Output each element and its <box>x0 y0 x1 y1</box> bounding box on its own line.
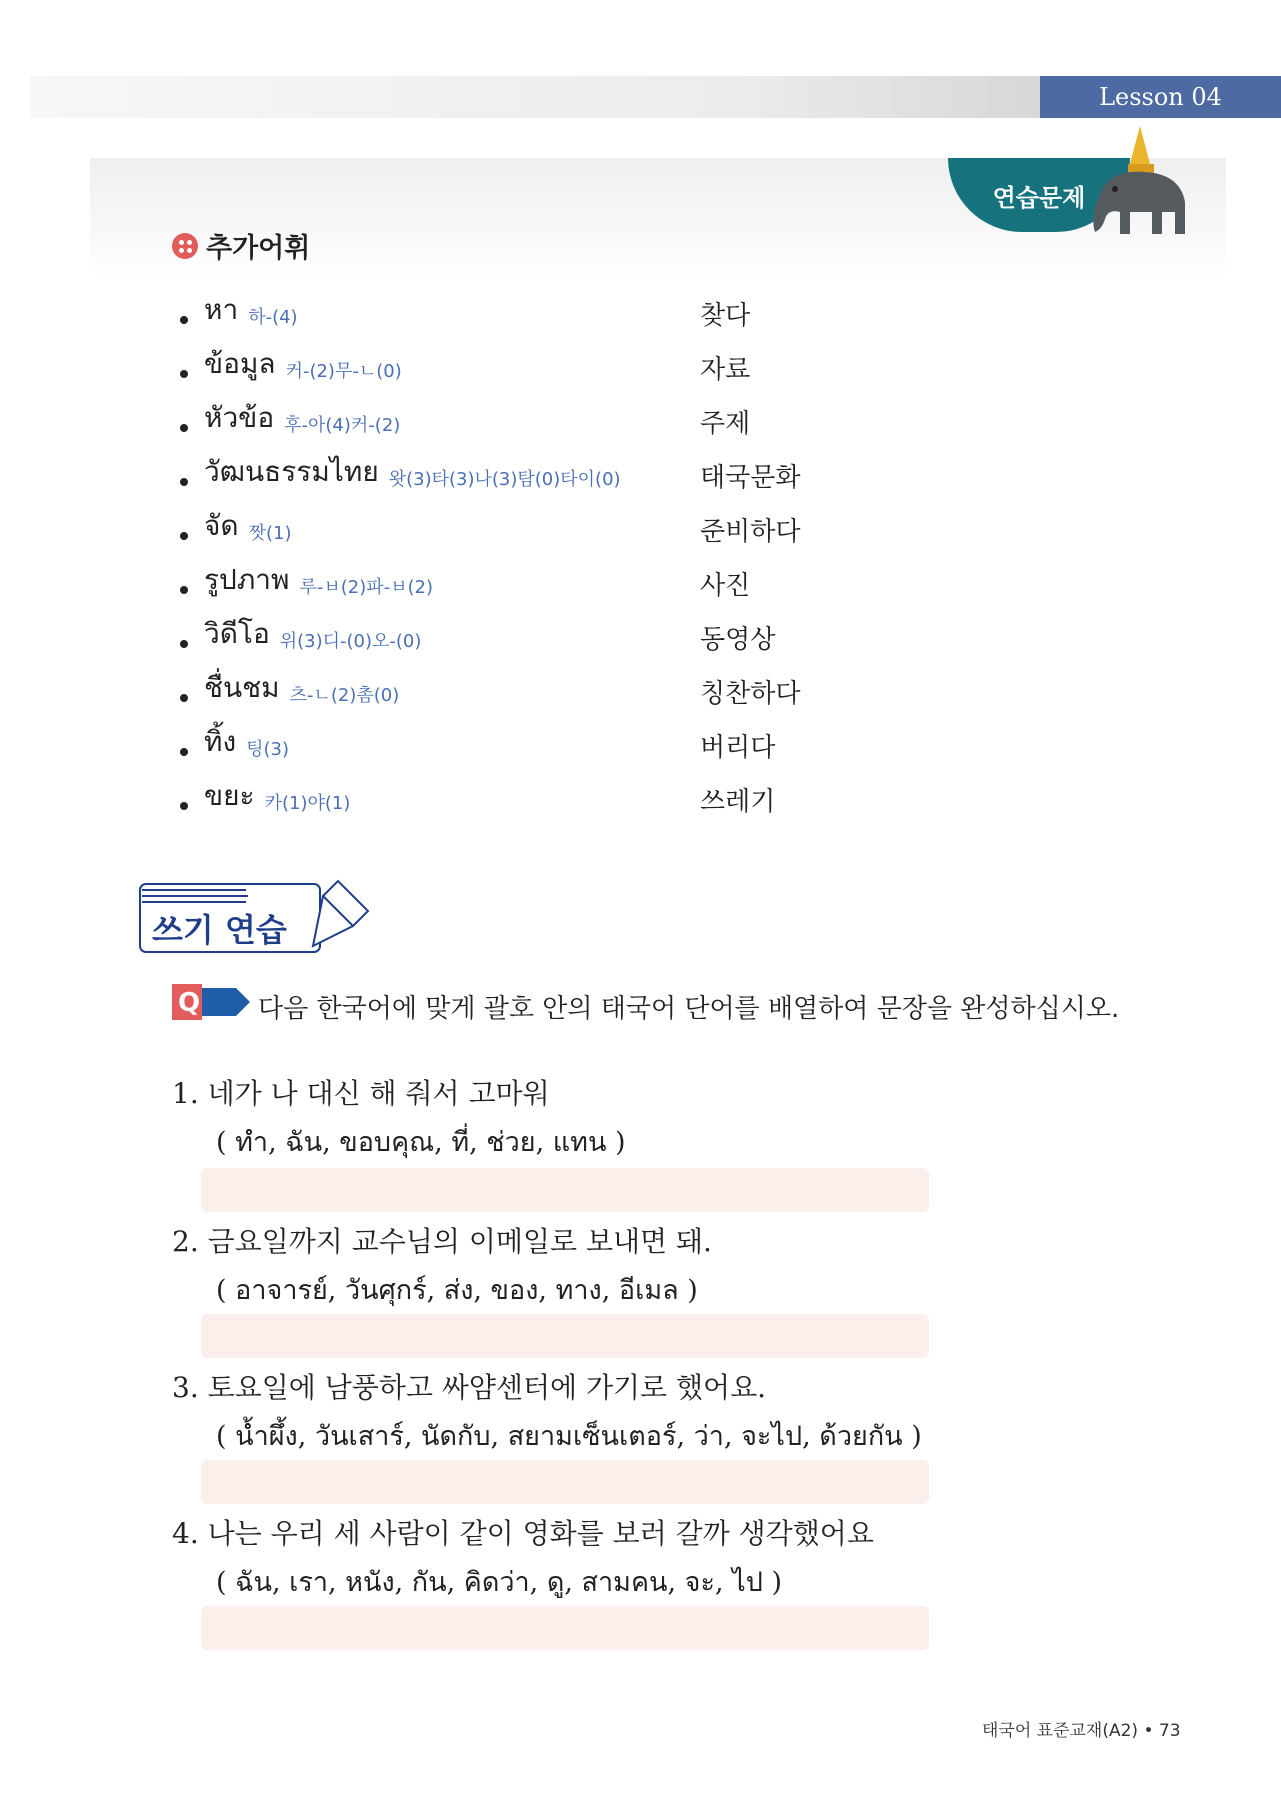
list-item <box>180 346 880 386</box>
question-2: 2. 금요일까지 교수님의 이메일로 보내면 돼. <box>172 1225 712 1258</box>
list-item <box>180 508 880 548</box>
pronunciation: 하-(4) <box>248 307 298 328</box>
thai-word: ทิ้ง <box>204 725 237 758</box>
thai-word: ชื่นชม <box>204 671 280 704</box>
answer-field[interactable] <box>201 1314 929 1358</box>
thai-word: รูปภาพ <box>204 563 290 596</box>
question-4: 4. 나는 우리 세 사람이 같이 영화를 보러 갈까 생각했어요 <box>172 1517 874 1550</box>
korean-meaning: 태국문화 <box>700 463 801 493</box>
list-item <box>180 670 880 710</box>
vocab-title <box>172 226 310 265</box>
pronunciation: 팅(3) <box>246 739 290 760</box>
bullet <box>180 640 188 648</box>
list-item <box>180 292 880 332</box>
question-3: 3. 토요일에 남풍하고 싸얌센터에 가기로 했어요. <box>172 1371 767 1404</box>
bullet <box>180 802 188 810</box>
svg-text:Q: Q <box>178 988 201 1018</box>
korean-meaning: 동영상 <box>700 625 776 655</box>
korean-meaning: 쓰레기 <box>700 787 776 817</box>
question-3-words: ( น้ำผึ้ง, วันเสาร์, นัดกับ, สยามเซ็นเตอร์, ว่า, จะไป, ด้วยกัน ) <box>216 1421 922 1452</box>
thai-word: ข้อมูล <box>204 347 276 380</box>
pronunciation: 위(3)디-(0)오-(0) <box>279 631 422 652</box>
pronunciation: 커-(2)무-ㄴ(0) <box>285 361 402 382</box>
practice-badge-label: 연습문제 <box>992 183 1086 212</box>
list-item <box>180 562 880 602</box>
answer-field[interactable] <box>201 1460 929 1504</box>
answer-field[interactable] <box>201 1606 929 1650</box>
korean-meaning: 사진 <box>700 571 751 601</box>
elephant-icon <box>1080 124 1200 242</box>
question-2-words: ( อาจารย์, วันศุกร์, ส่ง, ของ, ทาง, อีเมล ) <box>216 1275 698 1306</box>
question-4-words: ( ฉัน, เรา, หนัง, กัน, คิดว่า, ดู, สามคน, จะ, ไป ) <box>216 1567 782 1598</box>
pronunciation: 왓(3)타(3)나(3)탐(0)타이(0) <box>388 469 621 490</box>
bullet <box>180 694 188 702</box>
thai-word: วิดีโอ <box>204 617 270 650</box>
pronunciation: 짯(1) <box>248 523 292 544</box>
korean-meaning: 자료 <box>700 355 751 385</box>
page-footer: 태국어 표준교재(A2) • 73 <box>982 1721 1181 1741</box>
lesson-tab <box>1040 76 1281 118</box>
list-item <box>180 400 880 440</box>
list-item <box>180 454 880 494</box>
korean-meaning: 버리다 <box>700 733 776 763</box>
bullet <box>180 370 188 378</box>
korean-meaning: 주제 <box>700 409 751 439</box>
writing-practice-title: 쓰기 연습 <box>152 911 287 949</box>
bullet <box>180 586 188 594</box>
bullet <box>180 478 188 486</box>
instruction-text: 다음 한국어에 맞게 괄호 안의 태국어 단어를 배열하여 문장을 완성하십시오. <box>258 994 1120 1024</box>
korean-meaning: 칭찬하다 <box>700 679 801 709</box>
thai-word: ขยะ <box>204 779 255 812</box>
pronunciation: 카(1)야(1) <box>264 793 351 814</box>
pronunciation: 루-ㅂ(2)파-ㅂ(2) <box>299 577 433 598</box>
vocab-title-text: 추가어휘 <box>206 233 311 264</box>
pronunciation: 후-아(4)커-(2) <box>284 415 401 436</box>
list-item <box>180 724 880 764</box>
list-item <box>180 616 880 656</box>
thai-word: หัวข้อ <box>204 401 275 434</box>
vocab-bullet-icon <box>172 233 198 259</box>
header-band <box>30 76 1040 118</box>
question-marker-icon <box>172 984 252 1020</box>
bullet <box>180 748 188 756</box>
question-1: 1. 네가 나 대신 해 줘서 고마워 <box>172 1077 550 1110</box>
pronunciation: 츠-ㄴ(2)촘(0) <box>289 685 400 706</box>
answer-field[interactable] <box>201 1168 929 1212</box>
bullet <box>180 532 188 540</box>
bullet <box>180 316 188 324</box>
lesson-label: Lesson 04 <box>1099 83 1222 111</box>
thai-word: จัด <box>204 509 239 542</box>
thai-word: หา <box>204 293 239 326</box>
korean-meaning: 준비하다 <box>700 517 801 547</box>
thai-word: วัฒนธรรมไทย <box>204 455 379 488</box>
list-item <box>180 778 880 818</box>
korean-meaning: 찾다 <box>700 301 751 331</box>
bullet <box>180 424 188 432</box>
question-1-words: ( ทำ, ฉัน, ขอบคุณ, ที่, ช่วย, แทน ) <box>216 1127 626 1158</box>
